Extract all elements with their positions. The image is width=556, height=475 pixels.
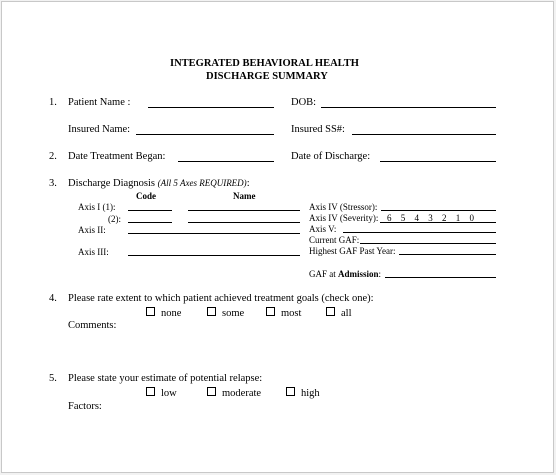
relapse-question: Please state your estimate of potential relapse:	[68, 373, 263, 384]
section-3-number: 3.	[49, 178, 57, 189]
section-5-number: 5.	[49, 373, 57, 384]
goal-option-some[interactable]	[207, 307, 244, 320]
axis-4-stressor-label: Axis IV (Stressor):	[309, 202, 378, 212]
axis-5-label: Axis V:	[309, 224, 337, 234]
form-title-line1: INTEGRATED BEHAVIORAL HEALTH	[170, 58, 359, 69]
relapse-option-high[interactable]	[286, 387, 320, 400]
axis-3-field[interactable]	[128, 255, 300, 256]
axis-4-stressor-field[interactable]	[381, 210, 496, 211]
relapse-option-high-label: high	[301, 388, 320, 399]
axis-5-field[interactable]	[343, 232, 496, 233]
treatment-goals-question: Please rate extent to which patient achieved treatment goals (check one):	[68, 293, 374, 304]
gaf-admission-label	[309, 269, 381, 279]
axis-2-field[interactable]	[128, 233, 300, 234]
name-column-header: Name	[233, 191, 256, 201]
checkbox-icon[interactable]	[146, 307, 155, 316]
axes-required-note: (All 5 Axes REQUIRED)	[157, 178, 247, 188]
checkbox-icon[interactable]	[207, 307, 216, 316]
axis-1-2-name-field[interactable]	[188, 222, 300, 223]
patient-name-label: Patient Name :	[68, 97, 131, 108]
insured-ss-label: Insured SS#:	[291, 124, 345, 135]
goal-option-all[interactable]	[326, 307, 352, 320]
goal-option-all-label: all	[341, 308, 352, 319]
checkbox-icon[interactable]	[286, 387, 295, 396]
section-1-number: 1.	[49, 97, 57, 108]
patient-name-field[interactable]	[148, 107, 274, 108]
axis-2-label: Axis II:	[78, 225, 106, 235]
checkbox-icon[interactable]	[146, 387, 155, 396]
date-treatment-began-field[interactable]	[178, 161, 274, 162]
admission-text: Admission	[338, 269, 379, 279]
relapse-option-moderate[interactable]	[207, 387, 261, 400]
axis-3-label: Axis III:	[78, 247, 109, 257]
comments-label: Comments:	[68, 320, 117, 331]
checkbox-icon[interactable]	[266, 307, 275, 316]
insured-name-label: Insured Name:	[68, 124, 131, 135]
highest-gaf-label: Highest GAF Past Year:	[309, 246, 396, 256]
goal-option-most[interactable]	[266, 307, 301, 320]
insured-ss-field[interactable]	[352, 134, 496, 135]
relapse-option-low[interactable]	[146, 387, 177, 400]
current-gaf-label: Current GAF:	[309, 235, 360, 245]
axis-1-name-field[interactable]	[188, 210, 300, 211]
severity-scale[interactable]: 6 5 4 3 2 1 0	[387, 213, 475, 223]
section-2-number: 2.	[49, 151, 57, 162]
discharge-diagnosis-heading	[68, 178, 250, 190]
factors-label: Factors:	[68, 401, 102, 412]
highest-gaf-field[interactable]	[399, 254, 496, 255]
checkbox-icon[interactable]	[326, 307, 335, 316]
document-page	[1, 1, 554, 473]
goal-option-most-label: most	[281, 308, 302, 319]
dob-field[interactable]	[321, 107, 496, 108]
date-treatment-began-label: Date Treatment Began:	[68, 151, 166, 162]
goal-option-none-label: none	[161, 308, 182, 319]
axis-1-2-code-field[interactable]	[128, 222, 172, 223]
gaf-admission-field[interactable]	[385, 277, 496, 278]
date-of-discharge-field[interactable]	[380, 161, 496, 162]
code-column-header: Code	[136, 191, 156, 201]
current-gaf-field[interactable]	[360, 243, 496, 244]
axis-1-code-field[interactable]	[128, 210, 172, 211]
diagnosis-colon: :	[246, 178, 250, 189]
axis-1-2-label: (2):	[108, 214, 121, 224]
goal-option-none[interactable]	[146, 307, 181, 320]
gaf-admission-colon: :	[378, 269, 382, 279]
date-of-discharge-label: Date of Discharge:	[291, 151, 371, 162]
axis-4-severity-label: Axis IV (Severity):	[309, 213, 379, 223]
section-4-number: 4.	[49, 293, 57, 304]
relapse-option-low-label: low	[161, 388, 177, 399]
checkbox-icon[interactable]	[207, 387, 216, 396]
dob-label: DOB:	[291, 97, 317, 108]
discharge-diagnosis-label: Discharge Diagnosis	[68, 178, 155, 189]
form-title-line2: DISCHARGE SUMMARY	[206, 71, 328, 82]
goal-option-some-label: some	[222, 308, 245, 319]
axis-4-severity-field	[380, 222, 496, 223]
gaf-at-text: GAF at	[309, 269, 336, 279]
relapse-option-moderate-label: moderate	[222, 388, 262, 399]
insured-name-field[interactable]	[136, 134, 274, 135]
axis-1-label: Axis I (1):	[78, 202, 116, 212]
